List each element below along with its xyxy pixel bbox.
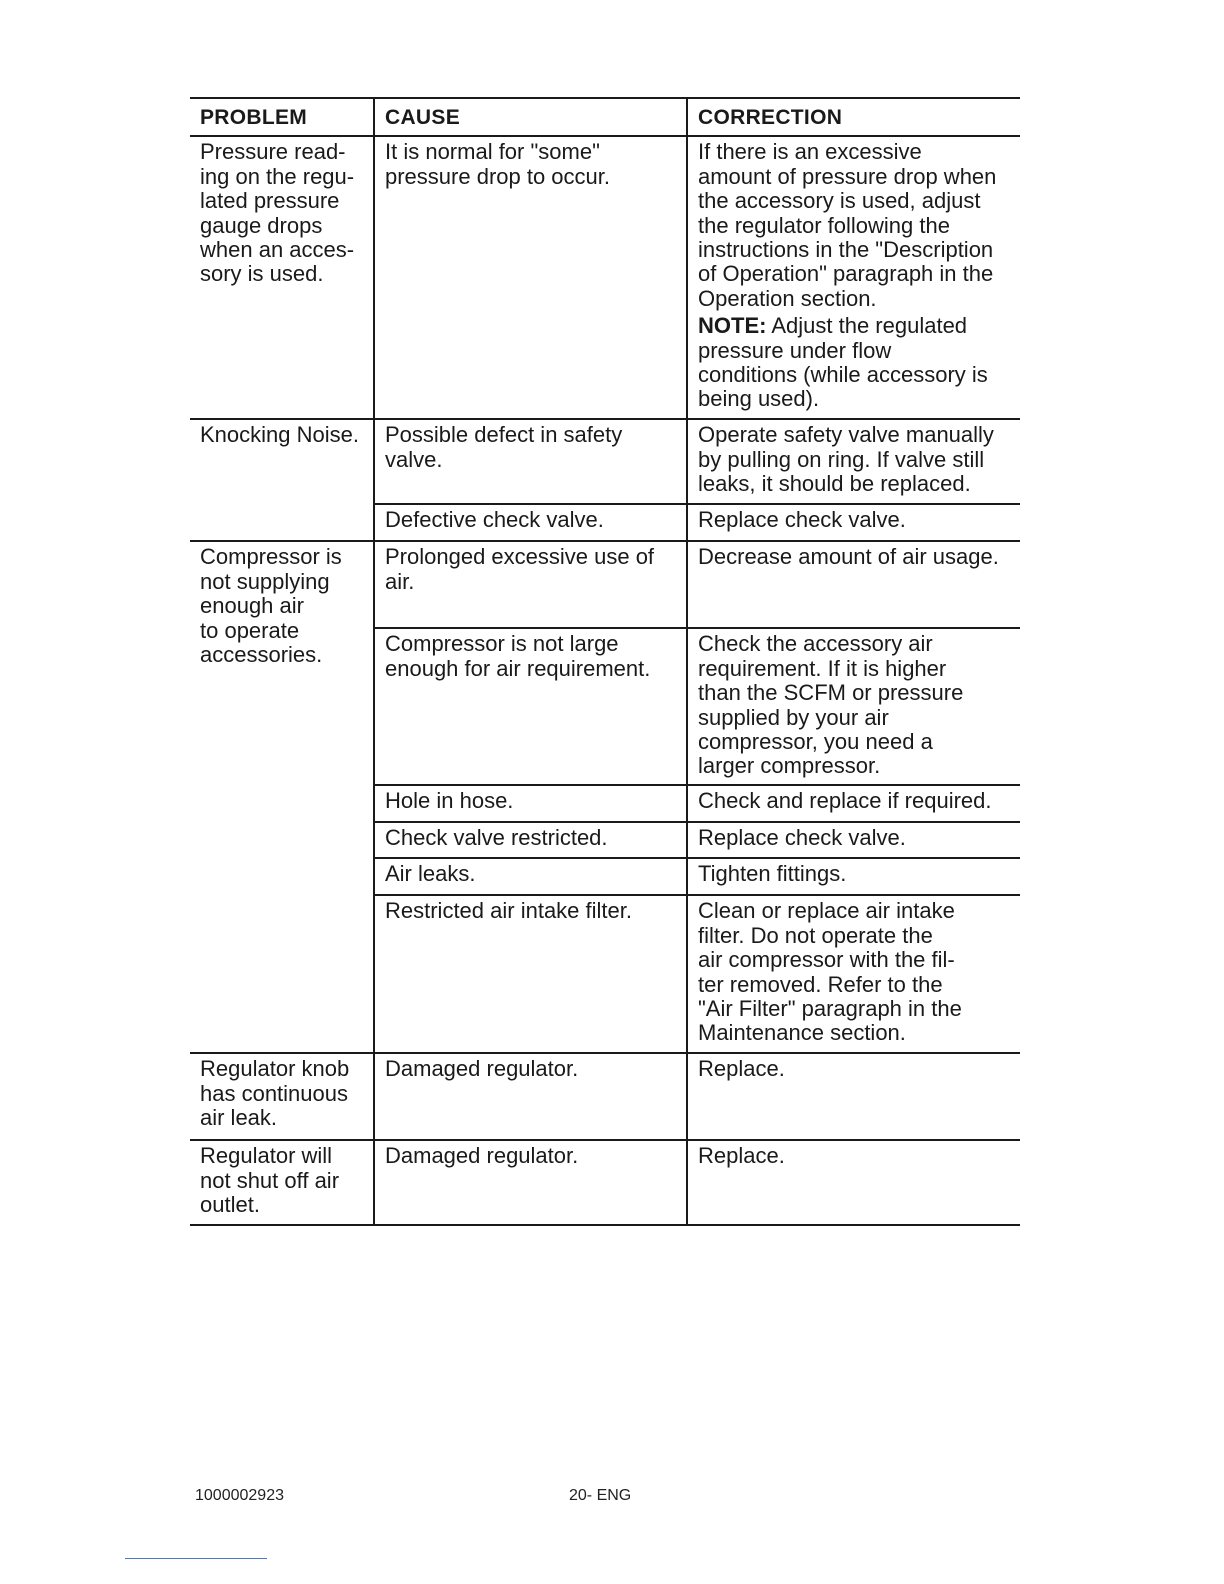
correction-cell [687, 541, 1020, 628]
cause-text: Hole in hose. [385, 788, 514, 814]
table-row [190, 419, 1020, 504]
correction-cell [687, 822, 1020, 858]
problem-cell [190, 1053, 374, 1140]
cause-text: Possible defect in safety valve. [385, 422, 623, 472]
cause-cell [374, 785, 687, 822]
problem-text: Knocking Noise. [200, 422, 359, 448]
correction-text: Check and replace if required. [698, 788, 992, 814]
problem-cell [190, 1140, 374, 1225]
correction-text: Replace check valve. [698, 507, 906, 533]
problem-text: Pressure read- ing on the regu- lated pressure gauge drops when an acces- sory is used. [200, 139, 355, 287]
problem-cell [190, 419, 374, 541]
page-number: 20- ENG [569, 1487, 632, 1504]
table-row [190, 1140, 1020, 1225]
correction-cell [687, 1140, 1020, 1225]
cause-cell [374, 1140, 687, 1225]
cause-cell [374, 895, 687, 1053]
correction-cell [687, 895, 1020, 1053]
cause-cell [374, 136, 687, 419]
troubleshooting-table [190, 97, 1020, 1226]
header-correction: CORRECTION [687, 98, 1020, 136]
cause-cell [374, 858, 687, 895]
problem-cell [190, 541, 374, 1053]
cause-text: It is normal for "some" pressure drop to occur. [385, 139, 611, 189]
document-number: 1000002923 [195, 1487, 284, 1504]
cause-text: Check valve restricted. [385, 825, 608, 851]
problem-text: Regulator will not shut off air outlet. [200, 1143, 340, 1218]
cause-text: Compressor is not large enough for air requirement. [385, 631, 651, 681]
correction-cell [687, 419, 1020, 504]
note-label: NOTE: [698, 313, 767, 339]
correction-text: Tighten fittings. [698, 861, 847, 887]
problem-text: Compressor is not supplying enough air to operate accessories. [200, 544, 342, 668]
cause-cell [374, 822, 687, 858]
correction-text: Decrease amount of air usage. [698, 544, 999, 570]
cause-cell [374, 628, 687, 785]
note-text: Adjust the regulated pressure under flow conditions (while accessory is being used). [698, 313, 988, 412]
correction-text: Replace check valve. [698, 825, 906, 851]
cause-cell [374, 1053, 687, 1140]
correction-text: Operate safety valve manually by pulling on ring. If valve still leaks, it should be replaced. [698, 422, 994, 497]
correction-cell [687, 858, 1020, 895]
cause-text: Prolonged excessive use of air. [385, 544, 655, 594]
problem-text: Regulator knob has continuous air leak. [200, 1056, 350, 1131]
header-cause: CAUSE [374, 98, 687, 136]
correction-text: Replace. [698, 1143, 785, 1169]
cause-text: Damaged regulator. [385, 1056, 579, 1082]
cause-cell [374, 504, 687, 541]
cause-text: Restricted air intake filter. [385, 898, 632, 924]
cause-cell [374, 419, 687, 504]
problem-cell [190, 136, 374, 419]
correction-text: Clean or replace air intake filter. Do not operate the air compressor with the fil- ter removed. Refer to the "Air Filter" paragraph in the Maintenance section. [698, 898, 962, 1046]
table-row [190, 541, 1020, 628]
correction-cell [687, 628, 1020, 785]
correction-text: Replace. [698, 1056, 785, 1082]
cause-text: Air leaks. [385, 861, 476, 887]
table-row [190, 136, 1020, 419]
note-paragraph [698, 314, 1012, 412]
correction-cell [687, 504, 1020, 541]
header-problem: PROBLEM [190, 98, 374, 136]
correction-cell [687, 1053, 1020, 1140]
cause-cell [374, 541, 687, 628]
table-header-row [190, 98, 1020, 136]
correction-cell [687, 136, 1020, 419]
cause-text: Defective check valve. [385, 507, 604, 533]
cause-text: Damaged regulator. [385, 1143, 579, 1169]
correction-text: Check the accessory air requirement. If it is higher than the SCFM or pressure supplied by your air compressor, you need a larger compressor. [698, 631, 964, 779]
correction-cell [687, 785, 1020, 822]
table-row [190, 1053, 1020, 1140]
scan-edge-line [125, 1558, 267, 1559]
correction-text: If there is an excessive amount of pressure drop when the accessory is used, adjust the regulator following the instructions in the "Description of Operation" paragraph in the Operation section. [698, 139, 997, 311]
